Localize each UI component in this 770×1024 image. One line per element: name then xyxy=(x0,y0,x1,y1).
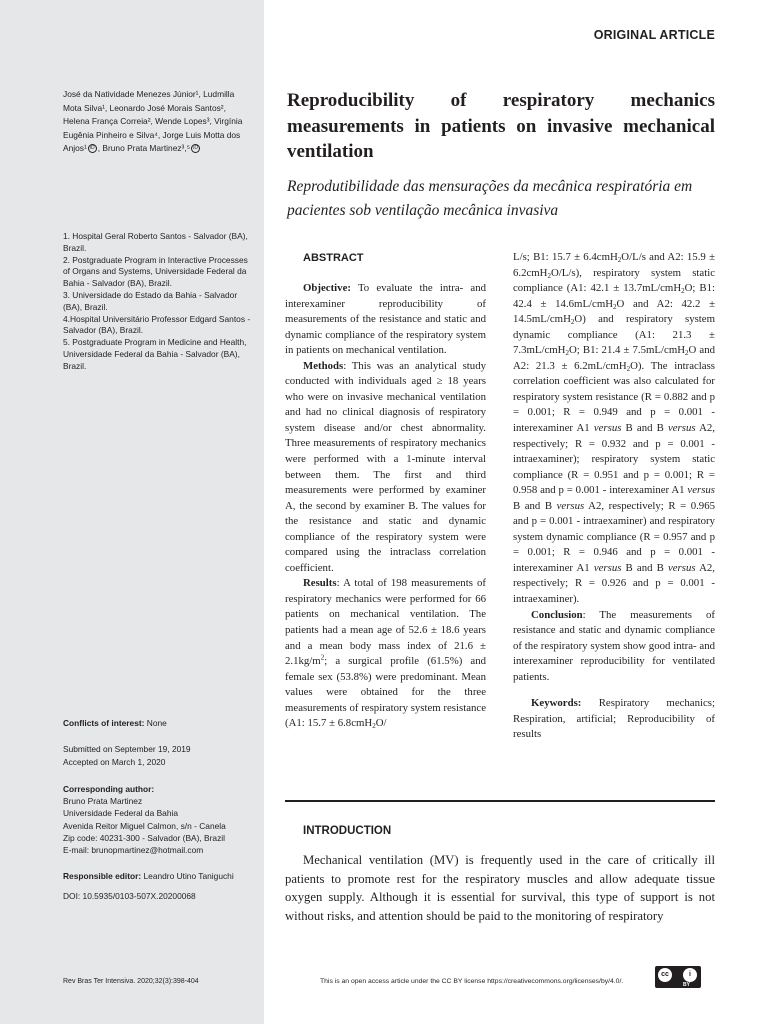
journal-citation: Rev Bras Ter Intensiva. 2020;32(3):398-404 xyxy=(63,978,199,985)
versus-italic: versus xyxy=(667,561,696,574)
accepted-date: Accepted on March 1, 2020 xyxy=(63,757,166,767)
corresponding-label: Corresponding author: xyxy=(63,784,155,794)
corresponding-line: Universidade Federal da Bahia xyxy=(63,808,178,819)
results-text: B and B xyxy=(621,422,668,435)
article-title: Reproducibility of respiratory mechanics measurements in patients on invasive mechanical ventilation xyxy=(287,90,715,162)
keywords-label: Keywords: xyxy=(531,697,582,710)
abstract-methods xyxy=(285,359,486,577)
results-text: O/L/s), respiratory system static compliance (A1: 42.1 ± 13.7mL/cmH xyxy=(513,266,715,295)
corresponding-email[interactable]: E-mail: brunopmartinez@hotmail.com xyxy=(63,845,204,856)
results-label: Results xyxy=(303,577,337,590)
subscript: 2 xyxy=(565,349,569,358)
author-names-end: , Bruno Prata Martinez³,⁵ xyxy=(97,143,191,153)
person-icon: i xyxy=(683,968,697,982)
affiliations xyxy=(63,231,253,373)
conflicts-value: None xyxy=(144,718,167,728)
methods-text: : This was an analytical study conducted with individuals aged ≥ 18 years who were on invasive mechanical ventilation and had no clinical diagnosis of respiratory system disease and/or chest abnormality. Three measurements of respiratory mechanics were performed with a 1-minute interval between them. The first and third measurements were performed by examiner A, the second by examiner B. The values for the resistance and static and dynamic compliance of the respiratory system were compared using the intraclass correlation coefficient. xyxy=(285,359,486,574)
results-text: O; B1: 42.4 ± 14.6mL/cmH xyxy=(513,282,715,310)
results-text: O/L/s and A2: 15.9 ± 6.2cmH xyxy=(513,251,715,279)
results-text: O). The intraclass correlation coefficient was also calculated for respiratory system resistance (R = 0.882 and p = 0.001; R = 0.949 and p = 0.001 - interexaminer A1 xyxy=(513,359,715,435)
objective-label: Objective: xyxy=(303,282,351,294)
author-names: José da Natividade Menezes Júnior¹, Ludmilla Mota Silva¹, Leonardo José Morais Santos², Helena França Correia², Wende Lopes³, Virgínia Eugênia Pinheiro e Silva⁴, Jorge Luis Motta dos Anjos¹ xyxy=(63,89,243,153)
results-text: A2, respectively; R = 0.932 and p = 0.001 - intraexaminer); respiratory system static compliance (R = 0.951 and p = 0.001; R = 0.958 and p = 0.001 - interexaminer A1 xyxy=(513,422,715,497)
submission-dates xyxy=(63,743,253,769)
corresponding-line: Avenida Reitor Miguel Calmon, s/n - Canela xyxy=(63,820,226,831)
introduction-text: Mechanical ventilation (MV) is frequently used in the care of critically ill patients to promote rest for the respiratory muscles and allow adequate tissue oxygen supply. Although it is essential for survival, this type of support is not without risks, and attention should be paid to the monitoring of respiratory xyxy=(285,853,715,923)
corresponding-line: Bruno Prata Martinez xyxy=(63,796,143,807)
subscript: 2 xyxy=(613,302,617,311)
abstract-heading: ABSTRACT xyxy=(303,252,364,264)
abstract-objective xyxy=(285,281,486,359)
abstract-results-continued xyxy=(513,250,715,608)
by-label: BY xyxy=(683,982,690,988)
author-list xyxy=(63,88,253,156)
results-text: B and B xyxy=(621,561,668,574)
subscript: 2 xyxy=(626,364,631,373)
doi[interactable]: DOI: 10.5935/0103-507X.20200068 xyxy=(63,891,196,901)
versus-italic: versus xyxy=(556,499,585,512)
versus-italic: versus xyxy=(593,422,622,435)
responsible-editor xyxy=(63,871,253,881)
results-text: O and A2: 21.3 ± 6.2mL/cmH xyxy=(513,344,715,372)
corresponding-author xyxy=(63,783,258,856)
cc-logo-icon: cc xyxy=(658,968,672,982)
affiliation-item: 1. Hospital Geral Roberto Santos - Salvador (BA), Brazil. xyxy=(63,231,248,253)
conflicts-label: Conflicts of interest: xyxy=(63,718,145,728)
section-divider xyxy=(285,800,715,802)
versus-italic: versus xyxy=(593,561,622,574)
results-text: O) and respiratory system dynamic compliance (A1: 21.3 ± 7.3mL/cmH xyxy=(513,313,715,357)
subscript: 2 xyxy=(570,318,575,327)
abstract-conclusion xyxy=(513,608,715,686)
objective-text: To evaluate the intra- and interexaminer reproducibility of measurements of the resistance and static and dynamic compliance of the respiratory system in patients on mechanical ventilation. xyxy=(285,282,486,357)
abstract-column-right xyxy=(513,250,715,743)
affiliation-item: 2. Postgraduate Program in Interactive Processes of Organs and Systems, Universidade Federal da Bahia - Salvador (BA), Brazil. xyxy=(63,254,248,289)
editor-label: Responsible editor: xyxy=(63,871,142,881)
methods-label: Methods xyxy=(303,359,344,372)
versus-italic: versus xyxy=(667,422,696,435)
cc-by-license-icon[interactable] xyxy=(655,966,701,988)
affiliation-item: 3. Universidade do Estado da Bahia - Salvador (BA), Brazil. xyxy=(63,289,238,312)
conclusion-text: : The measurements of resistance and static and dynamic compliance of the respiratory system show good intra- and interexaminer reproducibility for ventilated patients. xyxy=(513,608,715,683)
affiliation-item: 5. Postgraduate Program in Medicine and Health, Universidade Federal da Bahia - Salvador (BA), Brazil. xyxy=(63,337,247,371)
superscript: 2 xyxy=(320,653,325,662)
results-text: : A total of 198 measurements of respiratory mechanics were performed for 66 patients on mechanical ventilation. The patients had a mean age of 52.6 ± 18.6 years and a mean body mass index of 21.6 ± 2.1kg/m xyxy=(285,577,486,668)
license-text[interactable]: This is an open access article under the CC BY license https://creativecommons.org/licenses/by/4.0/. xyxy=(320,978,624,985)
results-text: ; a surgical profile (61.5%) and female sex (53.8%) were predominant. Mean values were obtained for the three measurements of respiratory system resistance (A1: 15.7 ± 6.8cmH xyxy=(285,655,486,730)
versus-italic: versus xyxy=(687,484,715,497)
subscript: 2 xyxy=(617,256,622,264)
results-text: O/ xyxy=(375,717,387,730)
subscript: 2 xyxy=(547,271,551,280)
results-text: L/s; B1: 15.7 ± 6.4cmH xyxy=(513,251,618,263)
article-type-label: ORIGINAL ARTICLE xyxy=(593,28,715,42)
subscript: 2 xyxy=(681,287,685,296)
subscript: 2 xyxy=(685,349,689,358)
abstract-keywords xyxy=(513,696,715,743)
results-text: A2, respectively; R = 0.965 and p = 0.001 - intraexaminer) and respiratory system dynamic compliance (R = 0.957 and p = 0.001; R = 0.946 and p = 0.001 - interexaminer A1 xyxy=(513,499,716,574)
results-text: O; B1: 21.4 ± 7.5mL/cmH xyxy=(568,344,686,357)
conflicts-of-interest xyxy=(63,718,253,728)
results-text: O and A2: 42.2 ± 14.5mL/cmH xyxy=(513,297,715,326)
results-text: A2, respectively; R = 0.926 and p = 0.001 - intraexaminer). xyxy=(513,561,715,606)
abstract-results xyxy=(285,576,486,731)
results-text: B and B xyxy=(513,499,557,512)
submitted-date: Submitted on September 19, 2019 xyxy=(63,744,191,754)
affiliation-item: 4.Hospital Universitário Professor Edgard Santos - Salvador (BA), Brazil. xyxy=(63,313,251,336)
keywords-text: Respiratory mechanics; Respiration, artificial; Reproducibility of results xyxy=(513,697,715,741)
introduction-heading: INTRODUCTION xyxy=(303,825,392,837)
editor-value: Leandro Utino Taniguchi xyxy=(141,871,234,881)
orcid-icon[interactable]: iD xyxy=(191,144,200,153)
conclusion-label: Conclusion xyxy=(531,608,583,621)
corresponding-line: Zip code: 40231-300 - Salvador (BA), Brazil xyxy=(63,832,225,843)
article-subtitle: Reprodutibilidade das mensurações da mecânica respiratória em pacientes sob ventilação mecânica invasiva xyxy=(287,178,693,219)
abstract-column-left xyxy=(285,281,486,732)
subscript: 2 xyxy=(372,722,376,731)
orcid-icon[interactable]: iD xyxy=(88,144,97,153)
